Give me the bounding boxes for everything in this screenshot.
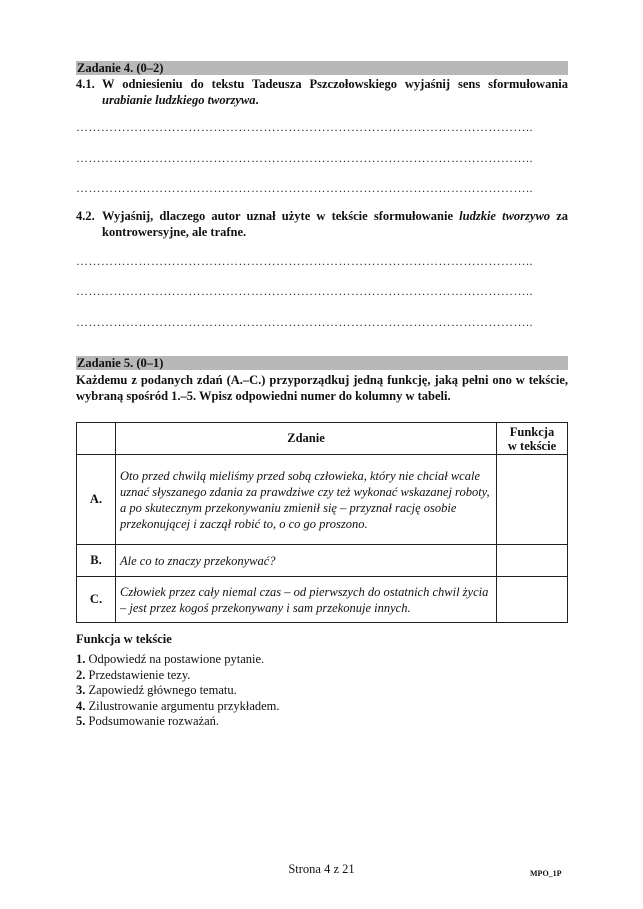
- question-4-1-number: 4.1.: [76, 77, 95, 91]
- row-sentence: Człowiek przez cały niemal czas – od pierwszych do ostatnich chwil życia – jest przez kogoś przekonywany i sam przekonuje innych.: [116, 577, 497, 623]
- row-sentence: Ale co to znaczy przekonywać?: [116, 545, 497, 577]
- question-4-1: [76, 76, 568, 108]
- functions-title: Funkcja w tekście: [76, 632, 172, 646]
- assignment-table: [76, 422, 568, 623]
- row-sentence: Oto przed chwilą mieliśmy przed sobą człowieka, który nie chciał wcale uznać słyszanego zdania za prawdziwe czy też wykonać wskazanej roboty, a po skutecznym przekonywaniu zmienił się – przyznał rację osobie przekonującej i zaczął robić to, o co go proszono.: [116, 455, 497, 545]
- task5-header: Zadanie 5. (0–1): [76, 356, 568, 370]
- answer-line[interactable]: ………………………………………………………………………………………………..: [76, 181, 533, 195]
- question-4-2-text: Wyjaśnij, dlaczego autor uznał użyte w tekście sformułowanie: [102, 209, 453, 223]
- answer-line[interactable]: ………………………………………………………………………………………………..: [76, 284, 533, 298]
- question-4-2-number: 4.2.: [76, 209, 95, 223]
- question-4-2-italic: ludzkie tworzywo: [459, 209, 551, 223]
- row-letter: B.: [77, 545, 116, 577]
- list-item: 2. Przedstawienie tezy.: [76, 667, 191, 682]
- question-4-2: [76, 208, 568, 240]
- answer-cell[interactable]: [497, 545, 568, 577]
- table-header-function-line2: w tekście: [507, 438, 557, 453]
- row-letter: A.: [77, 455, 116, 545]
- exam-code: MPO_1P: [530, 869, 562, 878]
- task5-instruction: Każdemu z podanych zdań (A.–C.) przyporządkuj jedną funkcję, jaką pełni ono w tekście, wybraną spośród 1.–5. Wpisz odpowiedni numer do kolumny w tabeli.: [76, 373, 568, 403]
- functions-list: [76, 652, 280, 730]
- answer-line[interactable]: ………………………………………………………………………………………………..: [76, 254, 533, 268]
- question-4-1-text: W odniesieniu do tekstu Tadeusza Pszczołowskiego wyjaśnij sens sformułowania: [102, 77, 568, 91]
- answer-line[interactable]: ………………………………………………………………………………………………..: [76, 120, 533, 134]
- row-letter: C.: [77, 577, 116, 623]
- answer-cell[interactable]: [497, 455, 568, 545]
- table-header-sentence: Zdanie: [116, 423, 497, 455]
- table-header-function-line1: Funkcja: [509, 424, 555, 439]
- table-header-function: [497, 423, 568, 455]
- table-row: [77, 577, 568, 623]
- list-item: 4. Zilustrowanie argumentu przykładem.: [76, 698, 280, 713]
- page-number: Strona 4 z 21: [288, 862, 355, 876]
- table-row: [77, 455, 568, 545]
- answer-cell[interactable]: [497, 577, 568, 623]
- question-4-1-italic: urabianie ludzkiego tworzywa: [102, 93, 256, 107]
- table-header-empty: [77, 423, 116, 455]
- table-row: [77, 545, 568, 577]
- task4-header: Zadanie 4. (0–2): [76, 61, 568, 75]
- list-item: 3. Zapowiedź głównego tematu.: [76, 683, 237, 697]
- question-4-2-end: za kontrowersyjne, ale trafne.: [102, 209, 569, 239]
- question-4-1-end: .: [255, 93, 259, 107]
- answer-line[interactable]: ………………………………………………………………………………………………..: [76, 315, 533, 329]
- list-item: 5. Podsumowanie rozważań.: [76, 714, 220, 728]
- list-item: 1. Odpowiedź na postawione pytanie.: [76, 652, 265, 666]
- answer-line[interactable]: ………………………………………………………………………………………………..: [76, 151, 533, 165]
